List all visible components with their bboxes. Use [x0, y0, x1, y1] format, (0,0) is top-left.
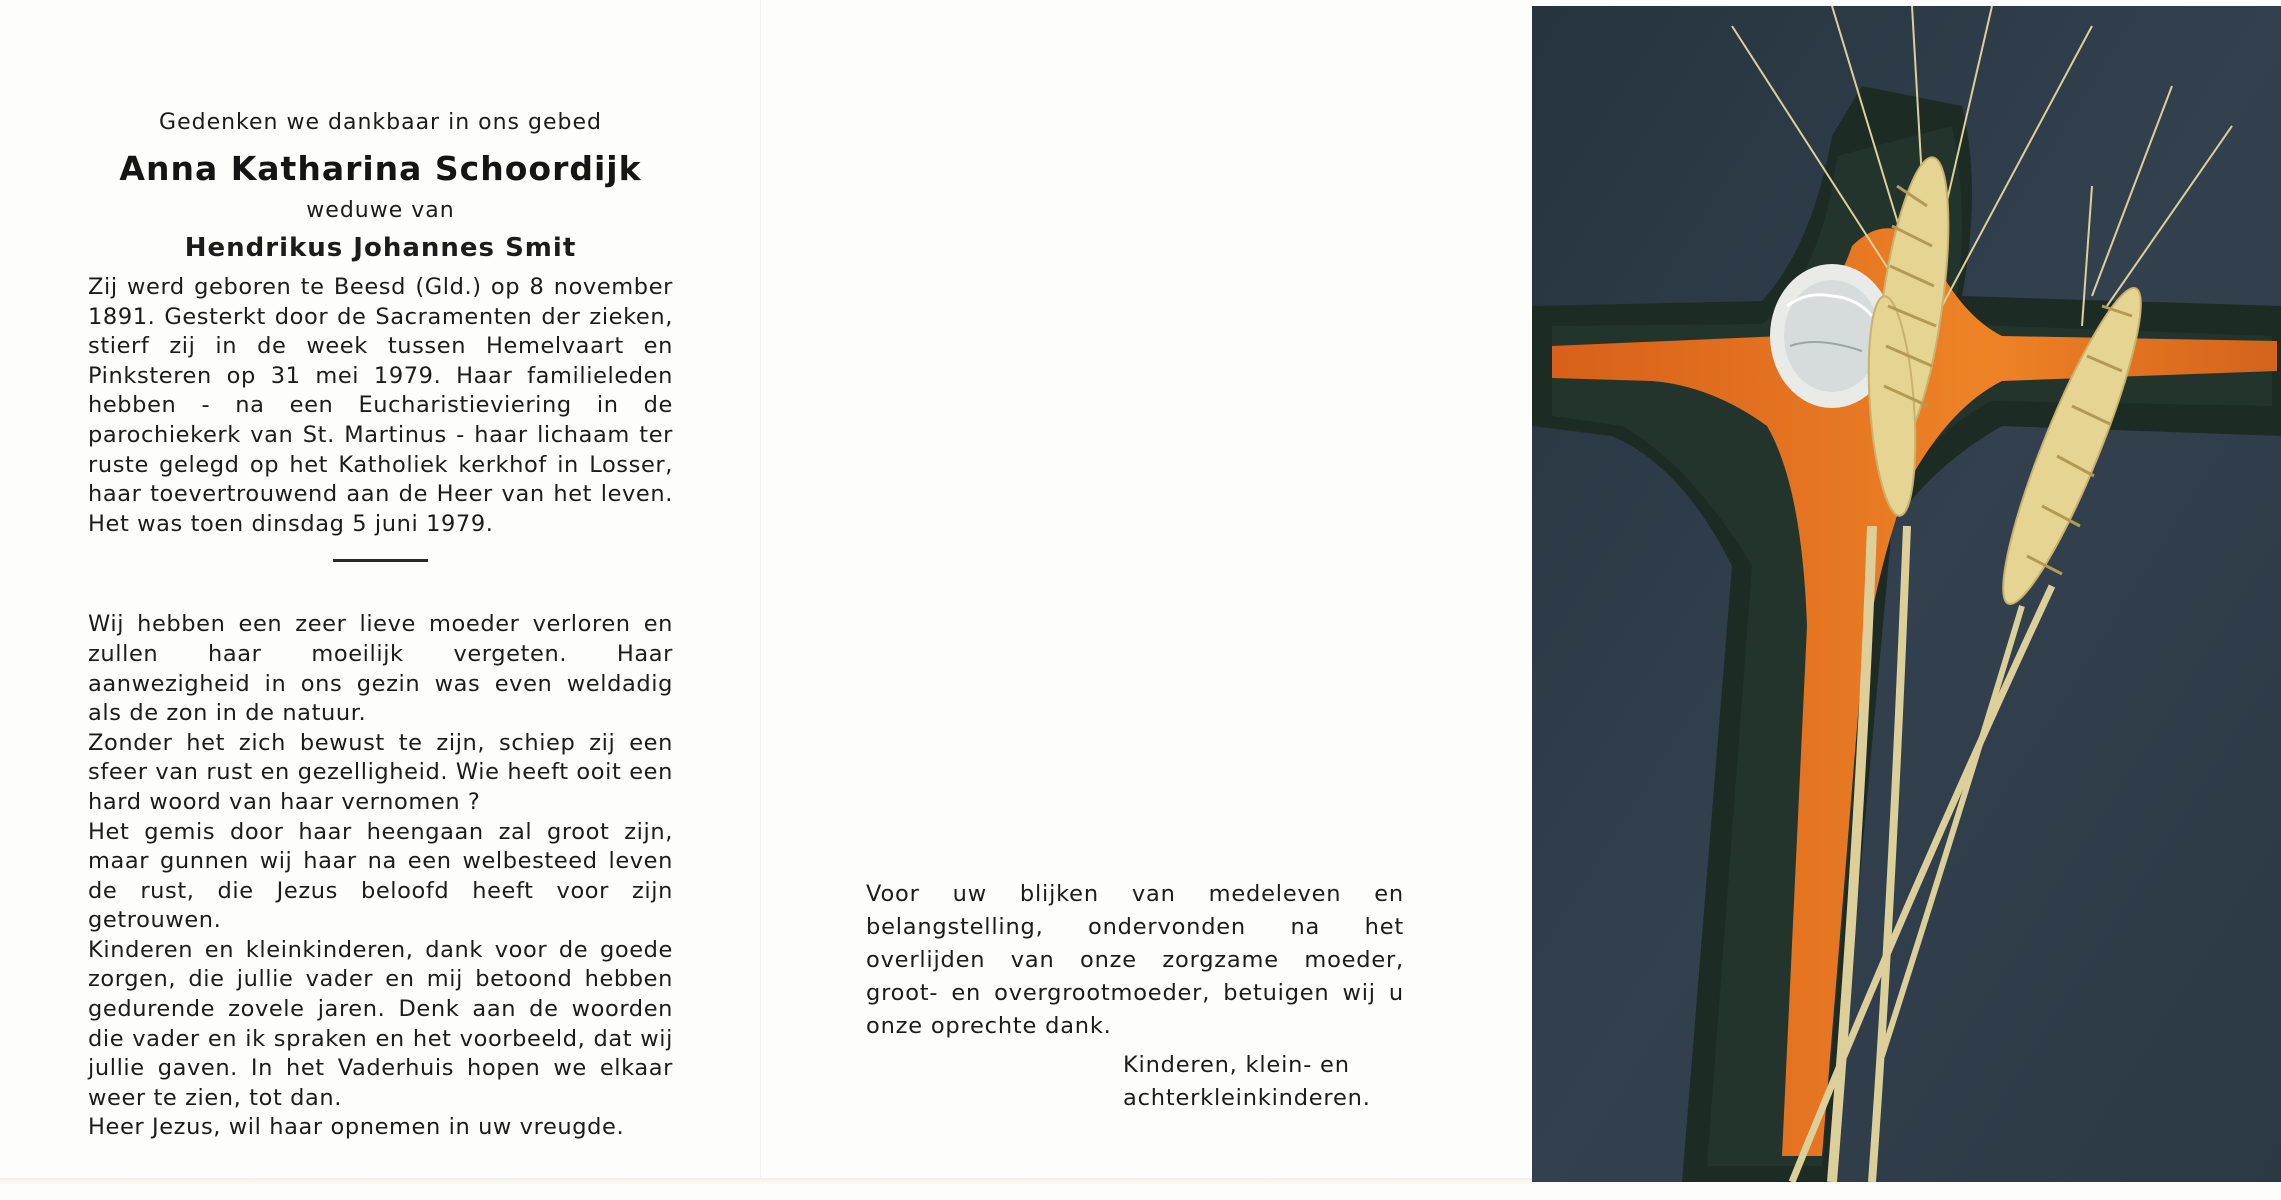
- tribute-paragraph: Zonder het zich bewust te zijn, schiep zij een sfeer van rust en gezelligheid. Wie heeft ooit een hard woord van haar vernomen ?: [88, 729, 673, 815]
- paper-edge: [0, 1178, 1532, 1184]
- tribute-text: [88, 610, 673, 1143]
- tribute-paragraph: Heer Jezus, wil haar opnemen in uw vreugde.: [88, 1114, 625, 1141]
- tribute-paragraph: Het gemis door haar heengaan zal groot zijn, maar gunnen wij haar na een welbesteed leven de rust, die Jezus beloofd heeft voor zijn getrouwen.: [88, 818, 673, 934]
- husband-name: Hendrikus Johannes Smit: [184, 233, 577, 263]
- biography-text: Zij werd geboren te Beesd (Gld.) op 8 november 1891. Gesterkt door de Sacramenten der zieken, stierf zij in de week tussen Hemelvaart en Pinksteren op 31 mei 1979. Haar familieleden hebben - na een Eucharistieviering in de parochiekerk van St. Martinus - haar lichaam ter ruste gelegd op het Katholiek kerkhof in Losser, haar toevertrouwend aan de Heer van het leven. Het was toen dinsdag 5 juni 1979.: [88, 274, 673, 537]
- signature-line: achterkleinkinderen.: [1123, 1085, 1371, 1111]
- thanks-text: Voor uw blijken van medeleven en belangstelling, ondervonden na het overlijden van onze zorgzame moeder, groot- en overgrootmoeder, betuigen wij u onze oprechte dank.: [866, 881, 1404, 1039]
- cross-with-wheat-image: [1532, 6, 2281, 1182]
- left-panel: [88, 110, 673, 1143]
- intro-text: Gedenken we dankbaar in ons gebed: [159, 110, 602, 135]
- cross-wheat-photo: [1532, 6, 2281, 1182]
- divider-line: [333, 559, 428, 562]
- tribute-paragraph: Wij hebben een zeer lieve moeder verloren en zullen haar moeilijk vergeten. Haar aanwezigheid in ons gezin was even weldadig als de zon in de natuur.: [88, 611, 673, 727]
- signature: [1123, 1049, 1404, 1115]
- signature-line: Kinderen, klein- en: [1123, 1052, 1350, 1078]
- fold-line: [760, 0, 761, 1180]
- thanks-panel: [866, 878, 1404, 1115]
- tribute-paragraph: Kinderen en kleinkinderen, dank voor de goede zorgen, die jullie vader en mij betoond hebben gedurende zovele jaren. Denk aan de woorden die vader en ik spraken en het voorbeeld, dat wij jullie gaven. In het Vaderhuis hopen we elkaar weer te zien, tot dan.: [88, 936, 673, 1111]
- deceased-name: Anna Katharina Schoordijk: [119, 149, 642, 188]
- widow-of-text: weduwe van: [306, 198, 455, 223]
